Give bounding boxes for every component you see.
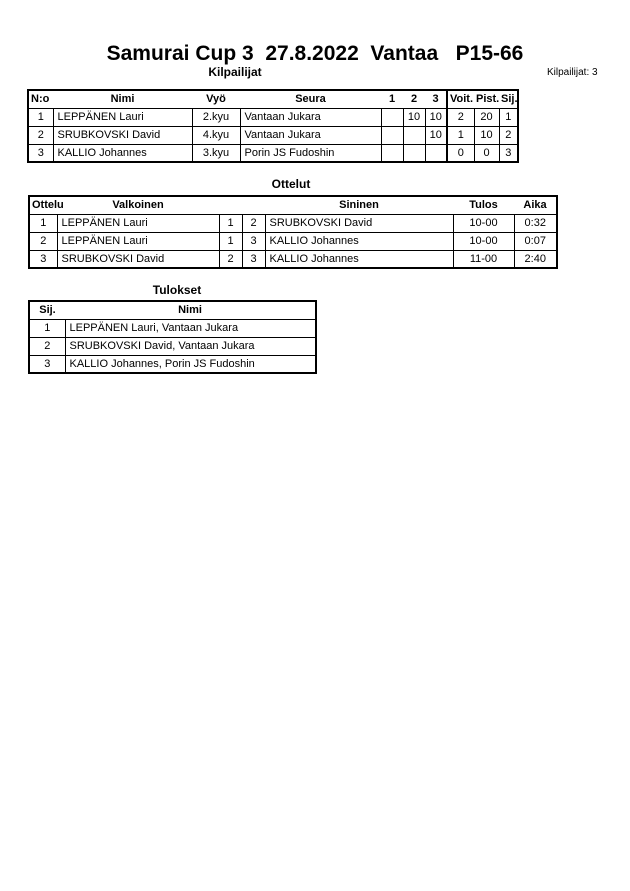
table-row <box>29 214 557 232</box>
cell-tulos: 10-00 <box>453 214 514 232</box>
col-header-sij: Sij. <box>29 301 65 319</box>
cell-seura: Vantaan Jukara <box>240 108 381 126</box>
col-header-sij: Sij. <box>499 90 518 108</box>
cell-tulos: 11-00 <box>453 250 514 268</box>
col-header-valkoinen: Valkoinen <box>57 196 219 214</box>
cell-ottelu: 1 <box>29 214 57 232</box>
cell-aika: 0:32 <box>514 214 557 232</box>
table-row <box>29 232 557 250</box>
cell-sininen: KALLIO Johannes <box>265 232 453 250</box>
competitor-count-label: Kilpailijat: 3 <box>547 67 598 78</box>
cell-sij: 2 <box>29 337 65 355</box>
cell-vyo: 2.kyu <box>192 108 240 126</box>
cell-white-no: 2 <box>219 250 242 268</box>
col-header-ottelu: Ottelu <box>29 196 57 214</box>
table-row <box>29 337 316 355</box>
col-header-round2: 2 <box>403 90 425 108</box>
kilpailijat-table <box>27 89 519 163</box>
cell-round2 <box>403 126 425 144</box>
cell-pist: 20 <box>474 108 499 126</box>
header-row <box>28 90 518 108</box>
cell-round3: 10 <box>425 126 447 144</box>
cell-round1 <box>381 144 403 162</box>
col-header-sininen: Sininen <box>265 196 453 214</box>
col-header-no: N:o <box>28 90 53 108</box>
cell-sij: 3 <box>499 144 518 162</box>
cell-round3: 10 <box>425 108 447 126</box>
cell-round1 <box>381 126 403 144</box>
cell-aika: 0:07 <box>514 232 557 250</box>
header-row <box>29 196 557 214</box>
col-header-aika: Aika <box>514 196 557 214</box>
table-row <box>28 144 518 162</box>
ottelut-header <box>29 196 557 214</box>
cell-white-no: 1 <box>219 214 242 232</box>
table-row <box>28 126 518 144</box>
cell-valkoinen: LEPPÄNEN Lauri <box>57 232 219 250</box>
cell-blue-no: 3 <box>242 250 265 268</box>
cell-voit: 0 <box>447 144 474 162</box>
col-header-tulos: Tulos <box>453 196 514 214</box>
col-header-pist: Pist. <box>474 90 499 108</box>
col-header-vyo: Vyö <box>192 90 240 108</box>
cell-blue-no: 2 <box>242 214 265 232</box>
cell-nimi: SRUBKOVSKI David <box>53 126 192 144</box>
cell-white-no: 1 <box>219 232 242 250</box>
cell-vyo: 4.kyu <box>192 126 240 144</box>
header-row <box>29 301 316 319</box>
cell-valkoinen: LEPPÄNEN Lauri <box>57 214 219 232</box>
cell-no: 3 <box>28 144 53 162</box>
cell-sij: 2 <box>499 126 518 144</box>
cell-nimi: SRUBKOVSKI David, Vantaan Jukara <box>65 337 316 355</box>
col-header-blue-no <box>242 196 265 214</box>
col-header-nimi: Nimi <box>53 90 192 108</box>
table-row <box>28 108 518 126</box>
col-header-white-no <box>219 196 242 214</box>
ottelut-heading: Ottelut <box>271 177 311 191</box>
col-header-round1: 1 <box>381 90 403 108</box>
table-row <box>29 355 316 373</box>
cell-sininen: KALLIO Johannes <box>265 250 453 268</box>
page-title: Samurai Cup 3 27.8.2022 Vantaa P15-66 <box>106 42 524 65</box>
cell-nimi: KALLIO Johannes, Porin JS Fudoshin <box>65 355 316 373</box>
kilpailijat-heading: Kilpailijat <box>208 65 262 79</box>
cell-seura: Vantaan Jukara <box>240 126 381 144</box>
cell-round2 <box>403 144 425 162</box>
tulokset-table <box>28 300 317 374</box>
table-row <box>29 319 316 337</box>
cell-sij: 1 <box>29 319 65 337</box>
cell-no: 2 <box>28 126 53 144</box>
table-row <box>29 250 557 268</box>
cell-seura: Porin JS Fudoshin <box>240 144 381 162</box>
cell-voit: 1 <box>447 126 474 144</box>
cell-sij: 3 <box>29 355 65 373</box>
cell-round1 <box>381 108 403 126</box>
cell-sij: 1 <box>499 108 518 126</box>
ottelut-table <box>28 195 558 269</box>
cell-nimi: LEPPÄNEN Lauri, Vantaan Jukara <box>65 319 316 337</box>
cell-pist: 0 <box>474 144 499 162</box>
tulokset-header <box>29 301 316 319</box>
cell-nimi: KALLIO Johannes <box>53 144 192 162</box>
cell-tulos: 10-00 <box>453 232 514 250</box>
cell-ottelu: 2 <box>29 232 57 250</box>
cell-blue-no: 3 <box>242 232 265 250</box>
tulokset-heading: Tulokset <box>152 283 202 297</box>
cell-round2: 10 <box>403 108 425 126</box>
cell-nimi: LEPPÄNEN Lauri <box>53 108 192 126</box>
col-header-nimi: Nimi <box>65 301 316 319</box>
col-header-voit: Voit. <box>447 90 474 108</box>
cell-ottelu: 3 <box>29 250 57 268</box>
col-header-seura: Seura <box>240 90 381 108</box>
col-header-round3: 3 <box>425 90 447 108</box>
cell-sininen: SRUBKOVSKI David <box>265 214 453 232</box>
cell-valkoinen: SRUBKOVSKI David <box>57 250 219 268</box>
kilpailijat-header <box>28 90 518 108</box>
cell-pist: 10 <box>474 126 499 144</box>
cell-voit: 2 <box>447 108 474 126</box>
cell-round3 <box>425 144 447 162</box>
cell-no: 1 <box>28 108 53 126</box>
cell-vyo: 3.kyu <box>192 144 240 162</box>
cell-aika: 2:40 <box>514 250 557 268</box>
